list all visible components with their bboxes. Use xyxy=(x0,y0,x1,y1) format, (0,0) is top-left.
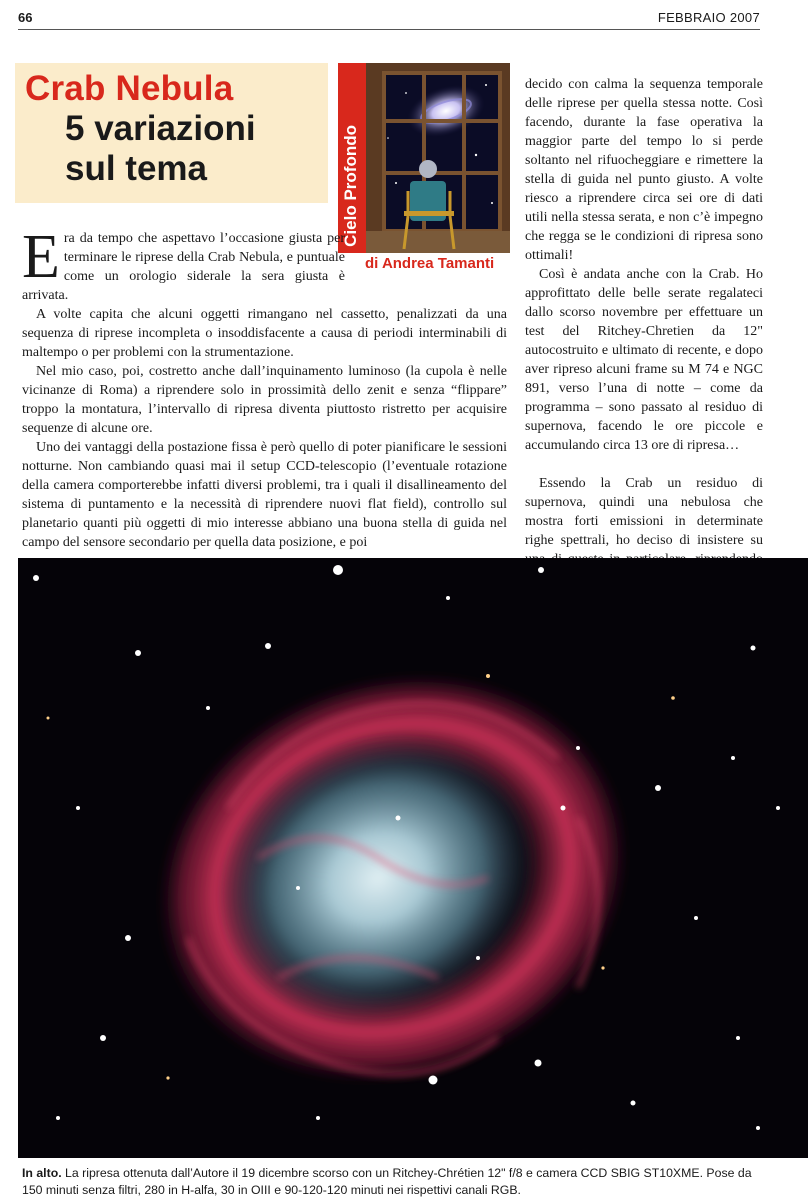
drop-cap: E xyxy=(22,223,60,291)
opener-illustration xyxy=(366,63,510,253)
article-left-column xyxy=(22,223,507,552)
page-header xyxy=(18,8,760,30)
article-subtitle-line1: 5 variazioni xyxy=(65,109,256,148)
author-byline: di Andrea Tamanti xyxy=(365,255,495,272)
section-rubric xyxy=(338,63,366,253)
crab-nebula-photo xyxy=(18,558,808,1158)
title-box xyxy=(15,63,328,203)
paragraph: Nel mio caso, poi, costretto anche dall’inquinamento luminoso (la cupola è nelle vicinanze di Roma) a riprendere solo in prossimità dello zenit e senza “flippare” troppo la montatura, l’intervallo di ripresa diventa piuttosto ristretto per acquisire sequenze di alcune ore. xyxy=(22,364,507,436)
article-title: Crab Nebula xyxy=(25,69,234,108)
paragraph: Uno dei vantaggi della postazione fissa è però quello di poter pianificare le sessioni notturne. Non cambiando quasi mai il setup CCD-telescopio (l’eventuale rotazione della camera comporterebbe infatti diversi problemi, tra i quali il disallineamento del sistema di puntamento e la necessità di riprendere nuovi flat field), controllo sul planetario quanti più oggetti di mio interesse abbiano una buona stella di guida nel campo del sensore secondario per quella data posizione, e poi xyxy=(22,440,507,550)
paragraph: Essendo la Crab un residuo di supernova, quindi una nebulosa che mostra forti emissioni in determinate righe spettrali, ho deciso di insistere su xyxy=(525,476,763,548)
nebula-image xyxy=(18,558,808,1158)
issue-date: FEBBRAIO 2007 xyxy=(657,10,760,25)
paragraph: Così è andata anche con la Crab. Ho approfittato delle belle serate regalateci dallo scorso novembre per effettuare un test del Ritchey-Chretien da 12" autocostruito e ultimato di recente, e dopo aver ripreso alcuni frame su M 74 e NGC 891, verso l’una di notte – come da programma – sono passato al residuo di supernova, facendo le ore piccole e accumulando circa 13 ore di ripresa… xyxy=(525,267,763,453)
article-subtitle-line2: sul tema xyxy=(65,149,207,188)
photo-caption xyxy=(22,1165,764,1199)
paragraph: decido con calma la sequenza temporale delle riprese per quella stessa notte. Così facendo, durante la fase operativa la maggior parte del tempo lo si perde soltanto nel rifuocheggiare e rimettere la stella di guida nel punto giusto. A volte riesco a riprendere circa sei ore di dati utili nella stessa serata, e non c’è impegno che regga se le condizioni di ripresa sono ottimali! xyxy=(525,77,763,263)
page-number: 66 xyxy=(18,10,33,25)
rubric-label: Cielo Profondo xyxy=(341,125,360,247)
caption-lead: In alto. xyxy=(22,1166,62,1180)
paragraph xyxy=(22,223,507,305)
paragraph: A volte capita che alcuni oggetti rimangano nel cassetto, penalizzati da una sequenza di riprese incompleta o insoddisfacente a causa di periodi interminabili di maltempo o per problemi con la strumentazione. xyxy=(22,307,507,360)
observatory-illustration xyxy=(366,63,510,253)
paragraph-text: ra da tempo che aspettavo l’occasione giusta per terminare le riprese della Crab Nebula, e puntuale come un orologio siderale la sera giusta è arrivata. xyxy=(22,231,345,303)
caption-text: La ripresa ottenuta dall’Autore il 19 dicembre scorso con un Ritchey-Chrétien 12" f/8 e camera CCD SBIG ST10XME. Pose da 150 minuti senza filtri, 280 in H-alfa, 30 in OIII e 90-120-120 minuti nei rispettivi canali RGB. xyxy=(22,1166,752,1197)
article-right-column xyxy=(525,75,763,588)
